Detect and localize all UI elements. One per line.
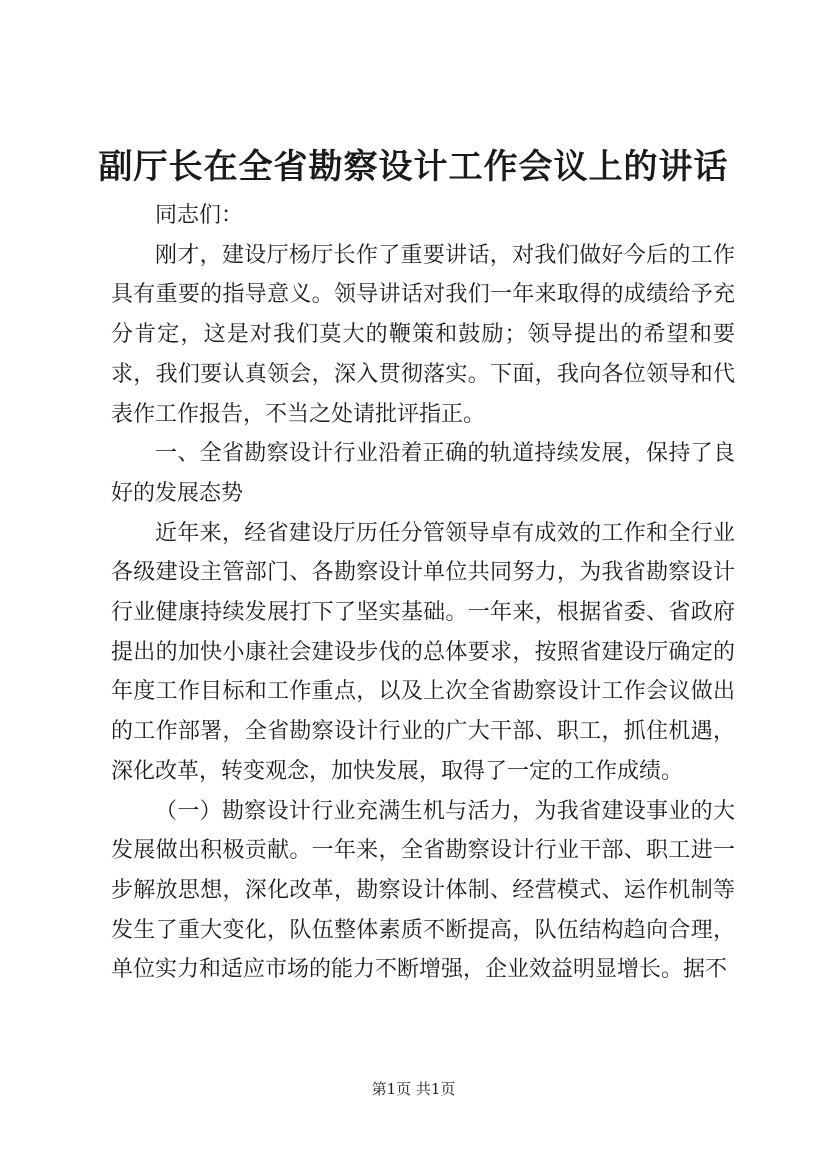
page-footer: 第1页 共1页 xyxy=(371,1080,456,1098)
document-title: 副厅长在全省勘察设计工作会议上的讲话 xyxy=(98,147,729,187)
section-heading-paragraph: 一、全省勘察设计行业沿着正确的轨道持续发展，保持了良好的发展态势 xyxy=(111,441,735,506)
intro-paragraph: 刚才，建设厅杨厅长作了重要讲话，对我们做好今后的工作具有重要的指导意义。领导讲话对我们一年来取得的成绩给予充分肯定，这是对我们莫大的鞭策和鼓励；领导提出的希望和要求，我们要认真领会，深入贯彻落实。下面，我向各位领导和代表作工作报告，不当之处请批评指正。 xyxy=(111,242,735,427)
subsection-paragraph: （一）勘察设计行业充满生机与活力，为我省建设事业的大发展做出积极贡献。一年来，全省勘察设计行业干部、职工进一步解放思想，深化改革，勘察设计体制、经营模式、运作机制等发生了重大变化，队伍整体素质不断提高，队伍结构趋向合理，单位实力和适应市场的能力不断增强，企业效益明显增长。据不 xyxy=(111,798,735,983)
body-paragraph: 近年来，经省建设厅历任分管领导卓有成效的工作和全行业各级建设主管部门、各勘察设计单位共同努力，为我省勘察设计行业健康持续发展打下了坚实基础。一年来，根据省委、省政府提出的加快小康社会建设步伐的总体要求，按照省建设厅确定的年度工作目标和工作重点，以及上次全省勘察设计工作会议做出的工作部署，全省勘察设计行业的广大干部、职工，抓住机遇，深化改革，转变观念，加快发展，取得了一定的工作成绩。 xyxy=(111,520,735,784)
document-body xyxy=(111,196,735,990)
salutation-paragraph: 同志们： xyxy=(155,203,244,228)
